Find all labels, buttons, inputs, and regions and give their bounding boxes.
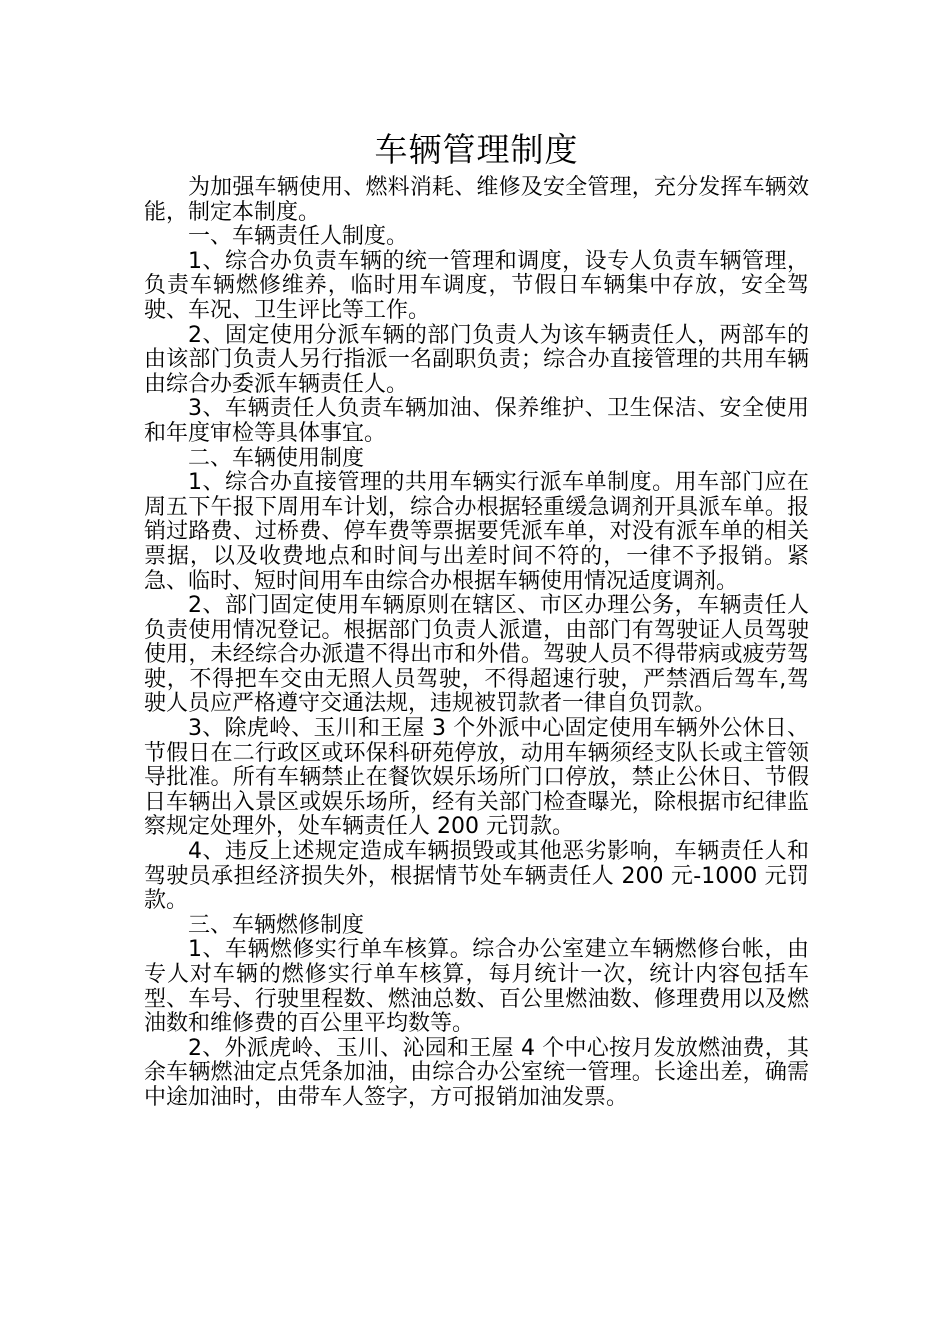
paragraph-1-2: 2、固定使用分派车辆的部门负责人为该车辆责任人，两部车的由该部门负责人另行指派一名副职负责；综合办直接管理的共用车辆由综合办委派车辆责任人。 <box>144 322 809 397</box>
section-heading-3: 三、车辆燃修制度 <box>188 912 365 938</box>
paragraph-2-2: 2、部门固定使用车辆原则在辖区、市区办理公务，车辆责任人负责使用情况登记。根据部门负责人派遣，由部门有驾驶证人员驾驶使用，未经综合办派遣不得出市和外借。驾驶人员不得带病或疲劳驾驶，不得把车交由无照人员驾驶，不得超速行驶，严禁酒后驾车,驾驶人员应严格遵守交通法规，违规被罚款者一律自负罚款。 <box>144 593 809 717</box>
document-title: 车辆管理制度 <box>374 130 579 169</box>
intro-paragraph: 为加强车辆使用、燃料消耗、维修及安全管理，充分发挥车辆效能，制定本制度。 <box>144 175 809 225</box>
paragraph-1-3: 3、车辆责任人负责车辆加油、保养维护、卫生保洁、安全使用和年度审检等具体事宜。 <box>144 396 809 446</box>
document-page <box>144 128 809 1111</box>
paragraph-2-1: 1、综合办直接管理的共用车辆实行派车单制度。用车部门应在周五下午报下周用车计划，综合办根据轻重缓急调剂开具派车单。报销过路费、过桥费、停车费等票据要凭派车单，对没有派车单的相关票据，以及收费地点和时间与出差时间不符的，一律不予报销。紧急、临时、短时间用车由综合办根据车辆使用情况适度调剂。 <box>144 470 809 594</box>
paragraph-3-2: 2、外派虎岭、玉川、沁园和王屋 4 个中心按月发放燃油费，其余车辆燃油定点凭条加油，由综合办公室统一管理。长途出差，确需中途加油时，由带车人签字，方可报销加油发票。 <box>144 1035 809 1110</box>
section-heading-2: 二、车辆使用制度 <box>188 445 365 471</box>
paragraph-3-1: 1、车辆燃修实行单车核算。综合办公室建立车辆燃修台帐，由专人对车辆的燃修实行单车核算，每月统计一次，统计内容包括车型、车号、行驶里程数、燃油总数、百公里燃油数、修理费用以及燃油数和维修费的百公里平均数等。 <box>144 937 809 1037</box>
section-heading-1: 一、车辆责任人制度。 <box>188 224 409 250</box>
paragraph-2-3: 3、除虎岭、玉川和王屋 3 个外派中心固定使用车辆外公休日、节假日在二行政区或环保科研苑停放，动用车辆须经支队长或主管领导批准。所有车辆禁止在餐饮娱乐场所门口停放，禁止公休日、节假日车辆出入景区或娱乐场所，经有关部门检查曝光，除根据市纪律监察规定处理外，处车辆责任人 200 元罚款。 <box>144 716 809 840</box>
paragraph-2-4: 4、违反上述规定造成车辆损毁或其他恶劣影响，车辆责任人和驾驶员承担经济损失外，根据情节处车辆责任人 200 元-1000 元罚款。 <box>144 839 809 914</box>
paragraph-1-1: 1、综合办负责车辆的统一管理和调度，设专人负责车辆管理，负责车辆燃修维养，临时用车调度，节假日车辆集中存放，安全驾驶、车况、卫生评比等工作。 <box>144 248 809 323</box>
